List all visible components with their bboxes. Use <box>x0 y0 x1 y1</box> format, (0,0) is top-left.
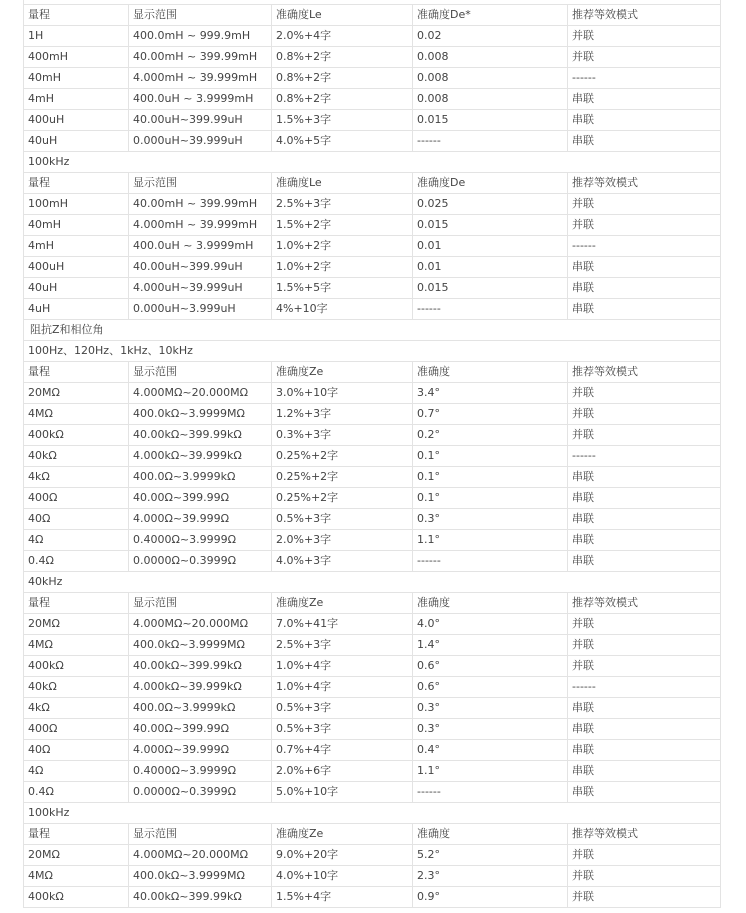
equivalent-mode-cell: 并联 <box>567 887 722 907</box>
accuracy-angle-cell: 3.4° <box>412 383 567 403</box>
equivalent-mode-cell: 串联 <box>567 257 722 277</box>
equivalent-mode-header: 推荐等效模式 <box>567 824 722 844</box>
frequency-label-row <box>23 803 721 824</box>
equivalent-mode-cell: ------ <box>567 446 722 466</box>
accuracy-angle-cell: 0.015 <box>412 215 567 235</box>
accuracy-angle-cell: 0.6° <box>412 677 567 697</box>
range-cell: 400kΩ <box>28 428 64 441</box>
display-range-cell: 4.000uH~39.999uH <box>128 278 271 298</box>
range-cell: 20MΩ <box>28 848 60 861</box>
accuracy-value-cell: 2.5%+3字 <box>271 635 412 655</box>
equivalent-mode-cell: 并联 <box>567 194 722 214</box>
accuracy-angle-cell: 0.2° <box>412 425 567 445</box>
accuracy-angle-cell: 0.1° <box>412 446 567 466</box>
display-range-cell: 40.00mH ~ 399.99mH <box>128 47 271 67</box>
range-header: 量程 <box>28 176 50 189</box>
equivalent-mode-cell: 串联 <box>567 467 722 487</box>
range-cell: 40mH <box>28 218 61 231</box>
accuracy-angle-cell: 0.01 <box>412 236 567 256</box>
range-cell: 4kΩ <box>28 701 50 714</box>
display-range-cell: 40.00kΩ~399.99kΩ <box>128 656 271 676</box>
equivalent-mode-cell: 串联 <box>567 530 722 550</box>
range-cell: 0.4Ω <box>28 554 54 567</box>
table-header-row <box>23 593 721 614</box>
equivalent-mode-cell: 串联 <box>567 110 722 130</box>
accuracy-angle-cell: 0.008 <box>412 68 567 88</box>
accuracy-value-cell: 5.0%+10字 <box>271 782 412 802</box>
range-cell: 400uH <box>28 260 65 273</box>
range-cell: 4MΩ <box>28 638 53 651</box>
display-range-cell: 40.00Ω~399.99Ω <box>128 719 271 739</box>
display-range-cell: 40.00uH~399.99uH <box>128 257 271 277</box>
accuracy-value-cell: 0.5%+3字 <box>271 719 412 739</box>
equivalent-mode-cell: 串联 <box>567 740 722 760</box>
accuracy-angle-header: 准确度 <box>412 362 567 382</box>
display-range-cell: 4.000Ω~39.999Ω <box>128 740 271 760</box>
accuracy-value-cell: 7.0%+41字 <box>271 614 412 634</box>
accuracy-value-cell: 0.8%+2字 <box>271 68 412 88</box>
display-range-cell: 400.0Ω~3.9999kΩ <box>128 698 271 718</box>
accuracy-value-cell: 1.5%+2字 <box>271 215 412 235</box>
display-range-cell: 40.00kΩ~399.99kΩ <box>128 887 271 907</box>
equivalent-mode-cell: 串联 <box>567 299 722 319</box>
table-row <box>23 761 721 782</box>
range-cell: 4kΩ <box>28 470 50 483</box>
equivalent-mode-cell: 并联 <box>567 26 722 46</box>
accuracy-value-cell: 1.0%+2字 <box>271 257 412 277</box>
range-cell: 40kΩ <box>28 680 57 693</box>
display-range-header: 显示范围 <box>128 173 271 193</box>
table-row <box>23 215 721 236</box>
range-cell: 40Ω <box>28 743 51 756</box>
accuracy-angle-cell: 0.015 <box>412 278 567 298</box>
display-range-cell: 40.00kΩ~399.99kΩ <box>128 425 271 445</box>
accuracy-value-cell: 0.5%+3字 <box>271 698 412 718</box>
display-range-header: 显示范围 <box>128 593 271 613</box>
accuracy-value-cell: 0.25%+2字 <box>271 446 412 466</box>
accuracy-angle-cell: 0.9° <box>412 887 567 907</box>
accuracy-angle-cell: 0.015 <box>412 110 567 130</box>
table-row <box>23 257 721 278</box>
display-range-cell: 400.0mH ~ 999.9mH <box>128 26 271 46</box>
accuracy-angle-header: 准确度 <box>412 593 567 613</box>
accuracy-angle-cell: ------ <box>412 551 567 571</box>
range-cell: 400uH <box>28 113 65 126</box>
range-cell: 40kΩ <box>28 449 57 462</box>
accuracy-angle-cell: 2.3° <box>412 866 567 886</box>
table-row <box>23 446 721 467</box>
table-row <box>23 740 721 761</box>
display-range-cell: 0.4000Ω~3.9999Ω <box>128 761 271 781</box>
accuracy-angle-cell: 0.02 <box>412 26 567 46</box>
table-row <box>23 887 721 908</box>
equivalent-mode-cell: 串联 <box>567 719 722 739</box>
frequency-label: 40kHz <box>28 575 63 588</box>
equivalent-mode-cell: 串联 <box>567 782 722 802</box>
equivalent-mode-header: 推荐等效模式 <box>567 173 722 193</box>
range-cell: 40uH <box>28 281 58 294</box>
table-row <box>23 488 721 509</box>
range-cell: 1H <box>28 29 44 42</box>
range-cell: 4mH <box>28 239 54 252</box>
range-cell: 4Ω <box>28 764 44 777</box>
range-cell: 4mH <box>28 92 54 105</box>
accuracy-angle-cell: 0.3° <box>412 698 567 718</box>
accuracy-angle-header: 准确度De* <box>412 5 567 25</box>
table-row <box>23 131 721 152</box>
display-range-cell: 400.0uH ~ 3.9999mH <box>128 89 271 109</box>
range-cell: 400Ω <box>28 722 58 735</box>
accuracy-value-cell: 1.2%+3字 <box>271 404 412 424</box>
accuracy-angle-header: 准确度De <box>412 173 567 193</box>
accuracy-value-header: 准确度Ze <box>271 593 412 613</box>
table-row <box>23 26 721 47</box>
display-range-cell: 4.000MΩ~20.000MΩ <box>128 614 271 634</box>
equivalent-mode-cell: 串联 <box>567 278 722 298</box>
table-row <box>23 614 721 635</box>
table-header-row <box>23 173 721 194</box>
range-cell: 100mH <box>28 197 68 210</box>
range-cell: 400Ω <box>28 491 58 504</box>
table-row <box>23 782 721 803</box>
accuracy-angle-cell: 1.1° <box>412 761 567 781</box>
accuracy-value-cell: 1.0%+2字 <box>271 236 412 256</box>
accuracy-value-cell: 0.8%+2字 <box>271 47 412 67</box>
accuracy-angle-cell: 0.1° <box>412 467 567 487</box>
accuracy-angle-cell: 0.3° <box>412 509 567 529</box>
accuracy-value-cell: 0.3%+3字 <box>271 425 412 445</box>
accuracy-value-header: 准确度Le <box>271 173 412 193</box>
accuracy-value-header: 准确度Le <box>271 5 412 25</box>
display-range-cell: 4.000mH ~ 39.999mH <box>128 68 271 88</box>
accuracy-value-cell: 2.5%+3字 <box>271 194 412 214</box>
accuracy-angle-cell: 0.008 <box>412 89 567 109</box>
accuracy-value-cell: 4.0%+3字 <box>271 551 412 571</box>
equivalent-mode-header: 推荐等效模式 <box>567 362 722 382</box>
equivalent-mode-cell: 串联 <box>567 488 722 508</box>
range-cell: 0.4Ω <box>28 785 54 798</box>
accuracy-value-cell: 3.0%+10字 <box>271 383 412 403</box>
display-range-cell: 40.00mH ~ 399.99mH <box>128 194 271 214</box>
table-row <box>23 194 721 215</box>
spec-table <box>23 0 721 908</box>
equivalent-mode-cell: 并联 <box>567 614 722 634</box>
equivalent-mode-header: 推荐等效模式 <box>567 5 722 25</box>
display-range-cell: 400.0kΩ~3.9999MΩ <box>128 635 271 655</box>
range-cell: 4Ω <box>28 533 44 546</box>
table-row <box>23 866 721 887</box>
table-row <box>23 236 721 257</box>
accuracy-value-cell: 1.5%+5字 <box>271 278 412 298</box>
accuracy-angle-cell: ------ <box>412 299 567 319</box>
accuracy-value-cell: 2.0%+4字 <box>271 26 412 46</box>
table-row <box>23 467 721 488</box>
equivalent-mode-header: 推荐等效模式 <box>567 593 722 613</box>
display-range-cell: 40.00uH~399.99uH <box>128 110 271 130</box>
equivalent-mode-cell: 并联 <box>567 47 722 67</box>
range-header: 量程 <box>28 8 50 21</box>
accuracy-angle-cell: 0.008 <box>412 47 567 67</box>
display-range-cell: 0.000uH~3.999uH <box>128 299 271 319</box>
equivalent-mode-cell: 并联 <box>567 425 722 445</box>
display-range-cell: 4.000kΩ~39.999kΩ <box>128 677 271 697</box>
table-row <box>23 110 721 131</box>
table-row <box>23 677 721 698</box>
accuracy-value-cell: 1.5%+3字 <box>271 110 412 130</box>
display-range-cell: 400.0uH ~ 3.9999mH <box>128 236 271 256</box>
range-cell: 20MΩ <box>28 617 60 630</box>
display-range-cell: 400.0kΩ~3.9999MΩ <box>128 866 271 886</box>
display-range-header: 显示范围 <box>128 362 271 382</box>
accuracy-value-cell: 1.0%+4字 <box>271 656 412 676</box>
display-range-cell: 0.0000Ω~0.3999Ω <box>128 782 271 802</box>
accuracy-angle-cell: 0.4° <box>412 740 567 760</box>
equivalent-mode-cell: 并联 <box>567 845 722 865</box>
accuracy-angle-cell: ------ <box>412 782 567 802</box>
table-row <box>23 845 721 866</box>
table-row <box>23 551 721 572</box>
equivalent-mode-cell: 并联 <box>567 866 722 886</box>
accuracy-value-cell: 4%+10字 <box>271 299 412 319</box>
table-row <box>23 719 721 740</box>
accuracy-angle-cell: 4.0° <box>412 614 567 634</box>
equivalent-mode-cell: 并联 <box>567 383 722 403</box>
display-range-cell: 4.000MΩ~20.000MΩ <box>128 845 271 865</box>
display-range-cell: 400.0kΩ~3.9999MΩ <box>128 404 271 424</box>
equivalent-mode-cell: ------ <box>567 68 722 88</box>
display-range-header: 显示范围 <box>128 824 271 844</box>
section-title: 阻抗Z和相位角 <box>30 323 104 336</box>
range-cell: 4MΩ <box>28 407 53 420</box>
section-title-row <box>23 320 721 341</box>
display-range-cell: 400.0Ω~3.9999kΩ <box>128 467 271 487</box>
range-header: 量程 <box>28 827 50 840</box>
accuracy-angle-cell: 0.1° <box>412 488 567 508</box>
display-range-header: 显示范围 <box>128 5 271 25</box>
frequency-label: 100Hz、120Hz、1kHz、10kHz <box>28 344 193 357</box>
accuracy-angle-cell: 0.7° <box>412 404 567 424</box>
range-cell: 4uH <box>28 302 51 315</box>
equivalent-mode-cell: 并联 <box>567 656 722 676</box>
equivalent-mode-cell: 串联 <box>567 89 722 109</box>
table-header-row <box>23 824 721 845</box>
display-range-cell: 4.000mH ~ 39.999mH <box>128 215 271 235</box>
display-range-cell: 0.0000Ω~0.3999Ω <box>128 551 271 571</box>
accuracy-value-cell: 0.5%+3字 <box>271 509 412 529</box>
range-cell: 40Ω <box>28 512 51 525</box>
range-cell: 20MΩ <box>28 386 60 399</box>
accuracy-angle-cell: ------ <box>412 131 567 151</box>
accuracy-value-cell: 0.25%+2字 <box>271 488 412 508</box>
frequency-label-row <box>23 341 721 362</box>
accuracy-value-cell: 4.0%+10字 <box>271 866 412 886</box>
table-row <box>23 509 721 530</box>
accuracy-angle-cell: 1.1° <box>412 530 567 550</box>
accuracy-value-cell: 0.25%+2字 <box>271 467 412 487</box>
display-range-cell: 0.000uH~39.999uH <box>128 131 271 151</box>
accuracy-value-cell: 9.0%+20字 <box>271 845 412 865</box>
range-header: 量程 <box>28 596 50 609</box>
range-cell: 400mH <box>28 50 68 63</box>
table-row <box>23 47 721 68</box>
equivalent-mode-cell: 并联 <box>567 404 722 424</box>
equivalent-mode-cell: 串联 <box>567 698 722 718</box>
range-cell: 40uH <box>28 134 58 147</box>
accuracy-value-cell: 1.5%+4字 <box>271 887 412 907</box>
accuracy-value-cell: 2.0%+3字 <box>271 530 412 550</box>
accuracy-value-cell: 4.0%+5字 <box>271 131 412 151</box>
accuracy-value-cell: 0.8%+2字 <box>271 89 412 109</box>
equivalent-mode-cell: 并联 <box>567 635 722 655</box>
table-row <box>23 68 721 89</box>
accuracy-angle-cell: 5.2° <box>412 845 567 865</box>
accuracy-value-cell: 2.0%+6字 <box>271 761 412 781</box>
accuracy-angle-cell: 0.6° <box>412 656 567 676</box>
table-row <box>23 383 721 404</box>
accuracy-angle-cell: 0.01 <box>412 257 567 277</box>
table-row <box>23 530 721 551</box>
display-range-cell: 4.000kΩ~39.999kΩ <box>128 446 271 466</box>
equivalent-mode-cell: 串联 <box>567 551 722 571</box>
table-header-row <box>23 5 721 26</box>
table-header-row <box>23 362 721 383</box>
range-cell: 400kΩ <box>28 890 64 903</box>
accuracy-value-cell: 0.7%+4字 <box>271 740 412 760</box>
range-cell: 40mH <box>28 71 61 84</box>
table-row <box>23 299 721 320</box>
equivalent-mode-cell: 串联 <box>567 761 722 781</box>
accuracy-angle-header: 准确度 <box>412 824 567 844</box>
range-header: 量程 <box>28 365 50 378</box>
frequency-label: 100kHz <box>28 806 70 819</box>
display-range-cell: 0.4000Ω~3.9999Ω <box>128 530 271 550</box>
frequency-label-row <box>23 152 721 173</box>
accuracy-value-cell: 1.0%+4字 <box>271 677 412 697</box>
equivalent-mode-cell: ------ <box>567 236 722 256</box>
display-range-cell: 4.000Ω~39.999Ω <box>128 509 271 529</box>
accuracy-value-header: 准确度Ze <box>271 824 412 844</box>
equivalent-mode-cell: ------ <box>567 677 722 697</box>
table-row <box>23 635 721 656</box>
display-range-cell: 4.000MΩ~20.000MΩ <box>128 383 271 403</box>
accuracy-angle-cell: 0.3° <box>412 719 567 739</box>
range-cell: 4MΩ <box>28 869 53 882</box>
equivalent-mode-cell: 串联 <box>567 509 722 529</box>
equivalent-mode-cell: 并联 <box>567 215 722 235</box>
table-row <box>23 698 721 719</box>
frequency-label: 100kHz <box>28 155 70 168</box>
equivalent-mode-cell: 串联 <box>567 131 722 151</box>
table-row <box>23 656 721 677</box>
display-range-cell: 40.00Ω~399.99Ω <box>128 488 271 508</box>
accuracy-value-header: 准确度Ze <box>271 362 412 382</box>
table-row <box>23 425 721 446</box>
frequency-label-row <box>23 572 721 593</box>
accuracy-angle-cell: 0.025 <box>412 194 567 214</box>
table-row <box>23 89 721 110</box>
accuracy-angle-cell: 1.4° <box>412 635 567 655</box>
table-row <box>23 404 721 425</box>
table-row <box>23 278 721 299</box>
range-cell: 400kΩ <box>28 659 64 672</box>
